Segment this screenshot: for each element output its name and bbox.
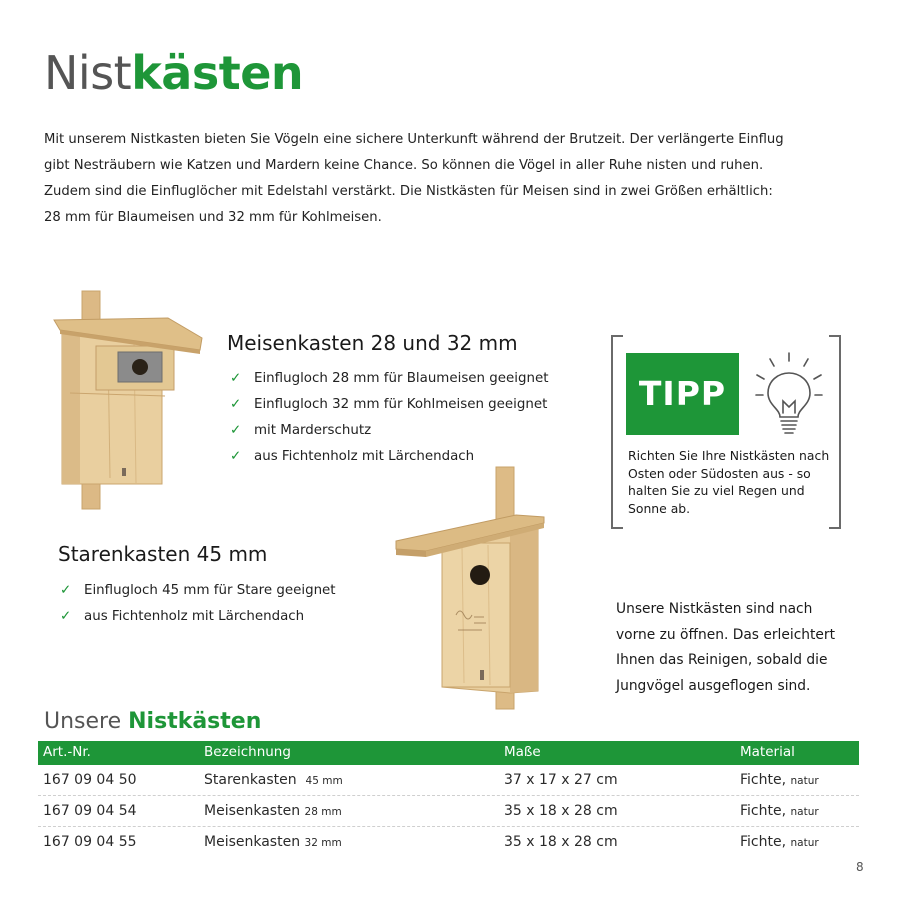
tip-text: Richten Sie Ihre Nistkästen nach Osten oder Südosten aus - so halten Sie zu viel Regen und Sonne ab. [628,448,830,516]
check-icon: ✓ [230,449,242,464]
check-icon: ✓ [230,397,242,412]
starenkasten-features [60,578,336,630]
meisenkasten-title: Meisenkasten 28 und 32 mm [227,331,518,355]
check-icon: ✓ [60,609,72,624]
cell-masse: 35 x 18 x 28 cm [504,834,618,850]
open-note [616,597,866,699]
intro-line: Zudem sind die Einfluglöcher mit Edelstahl verstärkt. Die Nistkästen für Meisen sind in zwei Größen erhältlich: [44,184,773,199]
cell-size: 45 mm [305,775,343,787]
feature-item [60,604,336,630]
cell-material-wood: Fichte, [740,803,787,819]
page-title-bold: kästen [131,46,304,100]
table-header [38,741,859,765]
cell-art-nr: 167 09 04 55 [43,834,137,850]
table-row [38,827,859,857]
intro-line: 28 mm für Blaumeisen und 32 mm für Kohlmeisen. [44,210,382,225]
intro-line: gibt Nesträubern wie Katzen und Mardern keine Chance. So können die Vögel in aller Ruhe nisten und ruhen. [44,158,764,173]
feature-text: aus Fichtenholz mit Lärchendach [254,449,475,464]
page-number: 8 [856,860,864,874]
tip-bracket-left [611,335,623,529]
cell-size: 28 mm [304,806,342,818]
cell-bezeichnung [204,803,342,819]
table-row [38,765,859,796]
table-title-bold: Nistkästen [128,709,262,734]
header-masse: Maße [504,744,541,760]
feature-item [230,392,548,418]
cell-size: 32 mm [304,837,342,849]
feature-text: Einflugloch 28 mm für Blaumeisen geeignet [254,371,549,386]
feature-text: mit Marderschutz [254,423,372,438]
meisenkasten-features [230,366,548,470]
open-note-line: Unsere Nistkästen sind nach [616,601,813,617]
feature-item [230,418,548,444]
table-row [38,796,859,827]
feature-text: Einflugloch 32 mm für Kohlmeisen geeignet [254,397,548,412]
intro-line: Mit unserem Nistkasten bieten Sie Vögeln eine sichere Unterkunft während der Brutzeit. Der verlängerte Einflug [44,132,784,147]
header-bezeichnung: Bezeichnung [204,744,291,760]
cell-name: Meisenkasten [204,803,301,819]
open-note-line: vorne zu öffnen. Das erleichtert [616,626,835,643]
open-note-line: Ihnen das Reinigen, sobald die [616,652,828,668]
cell-masse: 35 x 18 x 28 cm [504,803,618,819]
cell-material [740,772,819,788]
cell-material-finish: natur [790,837,819,849]
page-title [44,46,304,100]
cell-bezeichnung [204,772,343,788]
check-icon: ✓ [60,583,72,598]
header-material: Material [740,744,795,760]
tip-box [611,335,841,527]
check-icon: ✓ [230,423,242,438]
feature-text: aus Fichtenholz mit Lärchendach [84,609,305,624]
starenkasten-title: Starenkasten 45 mm [58,542,268,566]
cell-art-nr: 167 09 04 54 [43,803,137,819]
lightbulb-icon [754,351,824,439]
starenkasten-image [392,465,550,713]
cell-material-finish: natur [790,806,819,818]
open-note-line: Jungvögel ausgeflogen sind. [616,677,811,694]
meisenkasten-image [50,288,205,513]
cell-masse: 37 x 17 x 27 cm [504,772,618,788]
cell-name: Meisenkasten [204,834,301,850]
cell-material-wood: Fichte, [740,772,787,788]
cell-bezeichnung [204,834,342,850]
product-table [38,741,859,857]
feature-item [230,366,548,392]
tip-badge: TIPP [626,353,739,435]
cell-art-nr: 167 09 04 50 [43,772,137,788]
table-title-light: Unsere [44,709,129,734]
cell-material [740,834,819,850]
intro-paragraph [44,127,844,231]
feature-text: Einflugloch 45 mm für Stare geeignet [84,583,336,598]
cell-name: Starenkasten [204,772,297,788]
cell-material [740,803,819,819]
table-title [44,709,261,734]
feature-item [60,578,336,604]
cell-material-wood: Fichte, [740,834,787,850]
header-art-nr: Art.-Nr. [43,744,91,760]
page-title-light: Nist [44,46,132,100]
cell-material-finish: natur [790,775,819,787]
check-icon: ✓ [230,371,242,386]
